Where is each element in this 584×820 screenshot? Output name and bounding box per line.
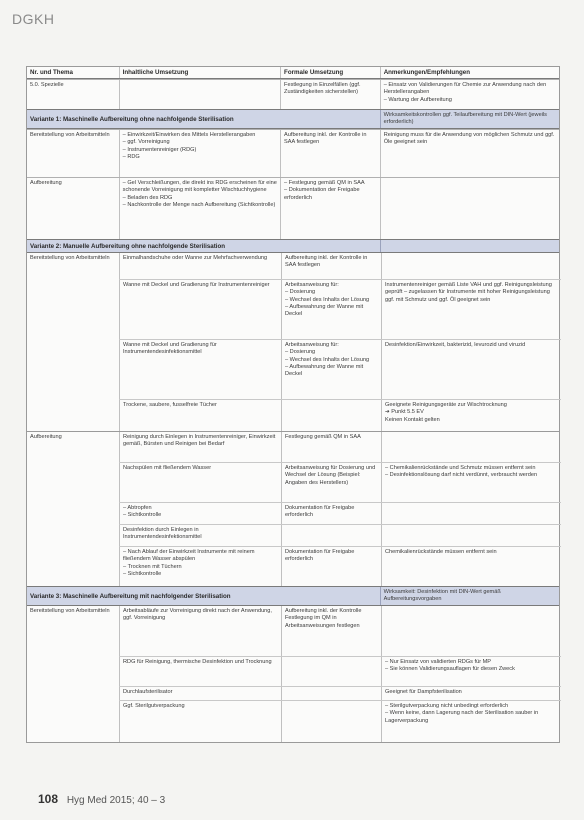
table-cell bbox=[281, 687, 381, 700]
table-row bbox=[119, 656, 561, 686]
table-row bbox=[119, 279, 561, 339]
table-cell: – Nur Einsatz von validierten RDGs für MP – Sie können Validierungsauflagen für diesen Zweck bbox=[381, 657, 561, 686]
section-note bbox=[380, 240, 559, 252]
dgkh-logo: DGKH bbox=[12, 11, 55, 27]
table-cell: Aufbereitung inkl. der Kontrolle in SAA festlegen bbox=[280, 130, 380, 177]
section-header bbox=[27, 109, 559, 129]
table-cell bbox=[381, 253, 561, 279]
table-cell: Arbeitsanweisung für: – Dosierung – Wechsel des Inhalts der Lösung – Aufbewahrung der Wanne mit Deckel bbox=[281, 340, 381, 399]
table-cell bbox=[281, 525, 381, 546]
group-label: Bereitstellung von Arbeitsmitteln bbox=[30, 255, 110, 262]
table-row bbox=[119, 432, 561, 462]
table-cell: Durchlaufsterilisator bbox=[119, 687, 281, 700]
column-header: Anmerkungen/Empfehlungen bbox=[380, 67, 559, 78]
table-cell: RDG für Reinigung, thermische Desinfektion und Trocknung bbox=[119, 657, 281, 686]
table-row bbox=[119, 502, 561, 524]
table-cell: Reinigung durch Einlegen in Instrumentenreiniger, Einwirkzeit gemäß, Bürsten und Reinigen bei Bedarf bbox=[119, 432, 281, 462]
table-header-row bbox=[27, 67, 559, 79]
table-cell bbox=[281, 400, 381, 431]
table-cell: Desinfektion/Einwirkzeit, bakterizid, levurozid und viruzid bbox=[381, 340, 561, 399]
table-cell: Ggf. Sterilgutverpackung bbox=[119, 701, 281, 742]
table-row bbox=[119, 700, 561, 742]
table-cell: Festlegung in Einzelfällen (ggf. Zuständigkeiten sicherstellen) bbox=[280, 80, 380, 109]
table-cell: Geeignet für Dampfsterilisation bbox=[381, 687, 561, 700]
table-cell: – Gel Verschleißungen, die direkt ins RDG erscheinen für eine schonende Vorreinigung mit kompletter Wischtuchhygiene – Beladen des RDG – Nachkontrolle der Menge nach Aufbereitung (Sichtkontrolle) bbox=[119, 178, 280, 239]
table-cell: Festlegung gemäß QM in SAA bbox=[281, 432, 381, 462]
table-row bbox=[119, 686, 561, 700]
table-group bbox=[27, 606, 559, 742]
group-label: Aufbereitung bbox=[30, 434, 62, 441]
table-cell: Aufbereitung inkl. der Kontrolle in SAA festlegen bbox=[281, 253, 381, 279]
table-row bbox=[119, 462, 561, 502]
table-cell: – Nach Ablauf der Einwirkzeit Instrumente mit reinem fließendem Wasser abspülen – Trocknen mit Tüchern – Sichtkontrolle bbox=[119, 547, 281, 586]
section-title: Variante 3: Maschinelle Aufbereitung mit nachfolgender Sterilisation bbox=[30, 592, 231, 600]
table-cell: Desinfektion durch Einlegen in Instrumentendesinfektionsmittel bbox=[119, 525, 281, 546]
table-row bbox=[27, 79, 559, 109]
table-cell: Nachspülen mit fließendem Wasser bbox=[119, 463, 281, 502]
table-row bbox=[119, 339, 561, 399]
table-group bbox=[27, 431, 559, 586]
group-label: Bereitstellung von Arbeitsmitteln bbox=[30, 608, 110, 615]
table-cell bbox=[381, 432, 561, 462]
column-header: Nr. und Thema bbox=[30, 69, 73, 76]
table-row bbox=[119, 606, 561, 656]
table-cell: Trockene, saubere, fusselfreie Tücher bbox=[119, 400, 281, 431]
table-cell bbox=[119, 80, 280, 109]
table-cell: Wanne mit Deckel und Gradierung für Instrumentenreiniger bbox=[119, 280, 281, 339]
table-cell bbox=[380, 178, 559, 239]
section-title: Variante 2: Manuelle Aufbereitung ohne nachfolgende Sterilisation bbox=[30, 242, 226, 250]
table-cell bbox=[281, 657, 381, 686]
column-header: Formale Umsetzung bbox=[280, 67, 380, 78]
table-cell bbox=[381, 525, 561, 546]
table-cell: Bereitstellung von Arbeitsmitteln bbox=[30, 132, 110, 139]
reprocessing-table bbox=[26, 66, 560, 743]
table-cell: 5.0. Spezielle bbox=[30, 82, 64, 89]
table-cell: Dokumentation für Freigabe erforderlich bbox=[281, 503, 381, 524]
table-group bbox=[27, 253, 559, 431]
table-cell: Wanne mit Deckel und Gradierung für Instrumentendesinfektionsmittel bbox=[119, 340, 281, 399]
table-cell: – Einwirkzeit/Einwirken des Mittels Herstellerangaben – ggf. Vorreinigung – Instrumentenreiniger (RDG) – RDG bbox=[119, 130, 280, 177]
table-cell: Aufbereitung inkl. der Kontrolle Festlegung im QM in Arbeitsanweisungen festlegen bbox=[281, 606, 381, 656]
table-cell: Aufbereitung bbox=[30, 180, 62, 187]
table-cell: – Abtropfen – Sichtkontrolle bbox=[119, 503, 281, 524]
table-cell: Arbeitsanweisung für Dosierung und Wechsel der Lösung (Beispiel: Angaben des Herstellers) bbox=[281, 463, 381, 502]
table-cell: Geeignete Reinigungsgeräte zur Wischtrocknung ➔ Punkt 5.5 EV Keinen Kontakt gelten bbox=[381, 400, 561, 431]
table-cell bbox=[381, 606, 561, 656]
table-row bbox=[27, 177, 559, 239]
journal-citation: Hyg Med 2015; 40 – 3 bbox=[66, 795, 166, 806]
table-cell: – Chemikalienrückstände und Schmutz müssen entfernt sein – Desinfektionslösung darf nicht verdünnt, verbraucht werden bbox=[381, 463, 561, 502]
table-cell: Einmalhandschuhe oder Wanne zur Mehrfachverwendung bbox=[119, 253, 281, 279]
table-cell: – Festlegung gemäß QM in SAA – Dokumentation der Freigabe erforderlich bbox=[280, 178, 380, 239]
table-cell bbox=[381, 503, 561, 524]
section-title: Variante 1: Maschinelle Aufbereitung ohne nachfolgende Sterilisation bbox=[30, 115, 234, 123]
section-header bbox=[27, 239, 559, 253]
section-note: Wirksamkeitskontrollen ggf. Teilaufbereitung mit DIN-Wert (jeweils erforderlich) bbox=[380, 110, 559, 128]
table-cell: Instrumentenreiniger gemäß Liste VAH und ggf. Reinigungsleistung geprüft – zugelassen für Instrumente mit hoher Reinigungsleistung ggf. mit Schmutz und ggf. Öl geeignet sein bbox=[381, 280, 561, 339]
page-number: 108 bbox=[38, 792, 59, 806]
table-row bbox=[119, 546, 561, 586]
table-cell: – Einsatz von Validierungen für Chemie zur Anwendung nach den Herstellerangaben – Wartung der Aufbereitung bbox=[380, 80, 559, 109]
table-cell bbox=[281, 701, 381, 742]
table-cell: Chemikalienrückstände müssen entfernt sein bbox=[381, 547, 561, 586]
column-header: Inhaltliche Umsetzung bbox=[119, 67, 280, 78]
table-row bbox=[119, 253, 561, 279]
section-header bbox=[27, 586, 559, 606]
table-cell: Arbeitsabläufe zur Vorreinigung direkt nach der Anwendung, ggf. Vorreinigung bbox=[119, 606, 281, 656]
section-note: Wirksamkeit: Desinfektion mit DIN-Wert gemäß Aufbereitungsvorgaben bbox=[380, 587, 559, 605]
table-row bbox=[119, 524, 561, 546]
table-cell: – Sterilgutverpackung nicht unbedingt erforderlich – Wenn keine, dann Lagerung nach der Sterilisation sauber in Lagerverpackung bbox=[381, 701, 561, 742]
table-cell: Dokumentation für Freigabe erforderlich bbox=[281, 547, 381, 586]
table-row bbox=[27, 129, 559, 177]
table-row bbox=[119, 399, 561, 431]
table-cell: Reinigung muss für die Anwendung von möglichen Schmutz und ggf. Öle geeignet sein bbox=[380, 130, 559, 177]
table-cell: Arbeitsanweisung für: – Dosierung – Wechsel des Inhalts der Lösung – Aufbewahrung der Wanne mit Deckel bbox=[281, 280, 381, 339]
page-footer bbox=[38, 792, 165, 806]
